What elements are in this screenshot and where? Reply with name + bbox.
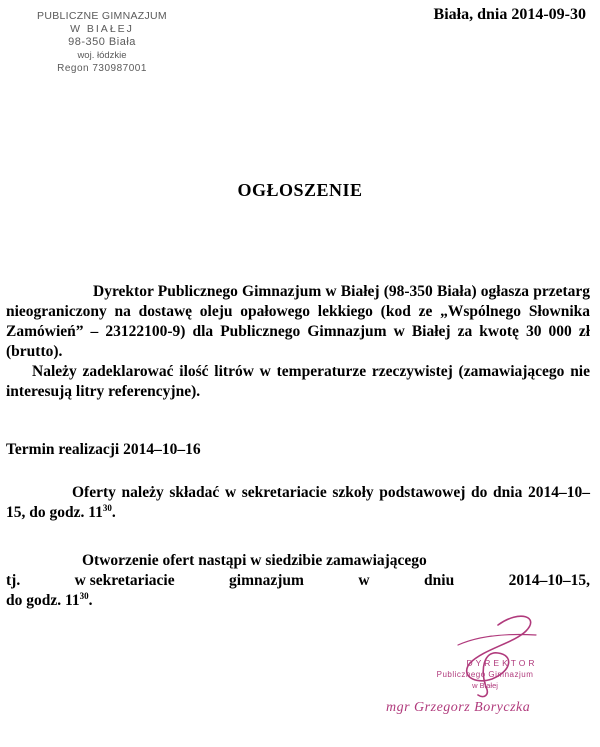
opening-word: tj. bbox=[6, 572, 21, 589]
opening-word: 2014–10–15, bbox=[508, 572, 590, 589]
director-stamp-town: w Białej bbox=[472, 681, 498, 690]
offers-text: Oferty należy składać w sekretariacie szkoły podstawowej do dnia 2014–10–15, do godz. 11 bbox=[6, 484, 590, 521]
director-stamp-title: DYREKTOR bbox=[466, 658, 538, 668]
stamp-line-voivodeship: woj. łódzkie bbox=[77, 50, 127, 61]
school-stamp bbox=[22, 10, 182, 75]
document-date: Biała, dnia 2014-09-30 bbox=[433, 6, 586, 23]
director-name: mgr Grzegorz Boryczka bbox=[386, 700, 531, 715]
opening-line-2 bbox=[6, 571, 590, 591]
offers-end: . bbox=[111, 504, 116, 521]
offers-section bbox=[6, 483, 590, 523]
stamp-line-postcode: 98-350 Biała bbox=[68, 36, 136, 48]
director-stamp bbox=[380, 658, 590, 691]
stamp-line-town: W BIAŁEJ bbox=[70, 23, 134, 35]
opening-word: w bbox=[358, 572, 370, 589]
opening-section bbox=[6, 551, 590, 611]
opening-line-1: Otworzenie ofert nastąpi w siedzibie zamawiającego bbox=[82, 552, 427, 569]
document-title: OGŁOSZENIE bbox=[237, 180, 363, 200]
stamp-line-name: PUBLICZNE GIMNAZJUM bbox=[37, 10, 167, 22]
opening-end: . bbox=[88, 592, 93, 609]
opening-time-minutes: 30 bbox=[79, 590, 89, 601]
offers-time-minutes: 30 bbox=[102, 502, 112, 513]
paragraph-offers bbox=[6, 483, 590, 523]
stamp-line-regon: Regon 730987001 bbox=[57, 63, 147, 74]
paragraph-tender: Dyrektor Publicznego Gimnazjum w Białej (98-350 Biała) ogłasza przetarg nieograniczony na dostawę oleju opałowego lekkiego (kod ze „Wspólnego Słownika Zamówień” – 23122100-9) dla Publicznego Gimnazjum w Białej za kwotę 30 000 zł (brutto). bbox=[6, 283, 590, 360]
opening-word: w sekretariacie bbox=[74, 572, 175, 589]
opening-word: dniu bbox=[424, 572, 455, 589]
paragraph-liters: Należy zadeklarować ilość litrów w temperaturze rzeczywistej (zamawiającego nie interesują litry referencyjne). bbox=[6, 363, 590, 400]
announcement-body bbox=[6, 282, 590, 402]
director-stamp-org: Publicznego Gimnazjum bbox=[436, 670, 534, 679]
opening-time-text: do godz. 11 bbox=[6, 592, 80, 609]
opening-word: gimnazjum bbox=[229, 572, 304, 589]
deadline-line: Termin realizacji 2014–10–16 bbox=[6, 441, 201, 458]
